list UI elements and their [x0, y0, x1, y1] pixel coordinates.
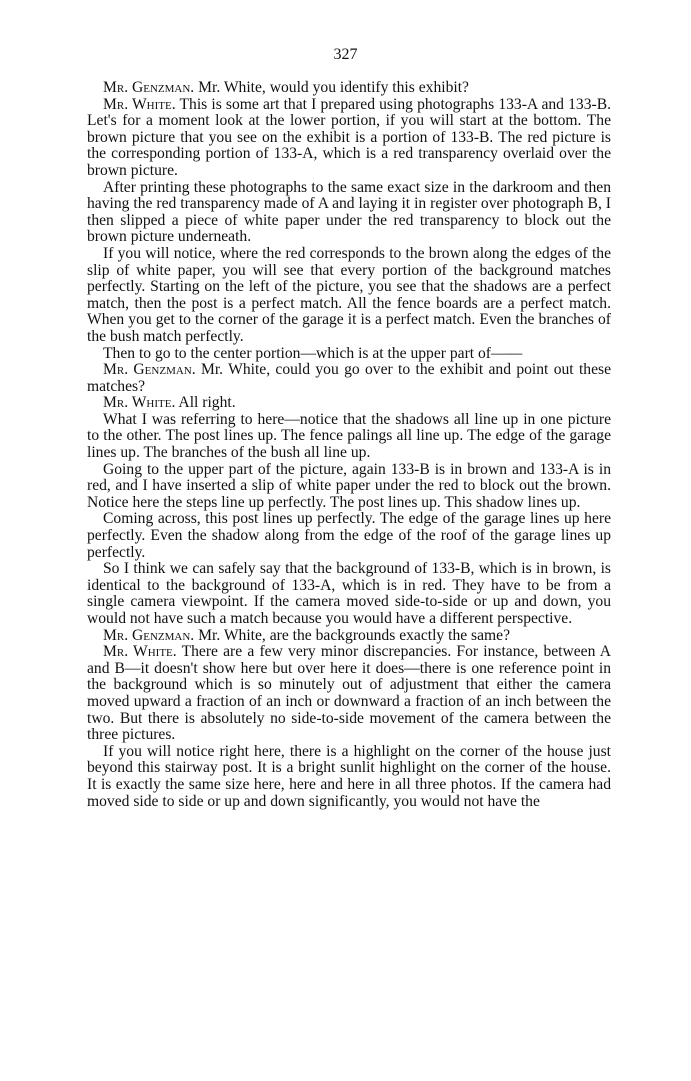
paragraph-text: After printing these photographs to the same exact size in the darkroom and then having the red transparency made of A and laying it in register over photograph B, I then slipped a piece of white paper under the red transparency to block out the brown picture underneath. — [87, 178, 611, 246]
paragraph-text: There are a few very minor discrepancies. For instance, between A and B—it doesn't show here but over here it does—there is one reference point in the background which is so minutely out of adjustment that either the camera moved upward a fraction of an inch or downward a fraction of an inch between the two. But there is absolutely no side-to-side movement of the camera between the three pictures. — [87, 643, 611, 744]
paragraph — [87, 561, 611, 627]
paragraph — [87, 744, 611, 810]
paragraph-text: This is some art that I prepared using photographs 133-A and 133-B. Let's for a moment look at the lower portion, if you will start at the bottom. The brown picture that you see on the exhibit is a portion of 133-B. The red picture is the corresponding portion of 133-A, which is a red transparency overlaid over the brown picture. — [87, 95, 611, 179]
paragraph — [87, 628, 611, 645]
page-number: 327 — [333, 46, 358, 63]
paragraph — [87, 80, 611, 97]
paragraph — [87, 395, 611, 412]
paragraph-text: So I think we can safely say that the background of 133-B, which is in brown, is identical to the background of 133-A, which is in red. They have to be from a single camera viewpoint. If the camera moved side-to-side or up and down, you would not have such a match because you would have a different perspective. — [87, 560, 611, 627]
paragraph — [87, 246, 611, 346]
paragraph-text: If you will notice right here, there is a highlight on the corner of the house just beyond this stairway post. It is a bright sunlit highlight on the corner of the house. It is exactly the same size here, here and here in all three photos. If the camera had moved side to side or up and down significantly, you would not have the — [87, 742, 611, 810]
paragraph — [87, 362, 611, 395]
paragraph — [87, 412, 611, 462]
paragraph — [87, 511, 611, 561]
paragraph-text: Coming across, this post lines up perfectly. The edge of the garage lines up here perfectly. Even the shadow along from the edge of the roof of the garage lines up perfectly. — [87, 510, 611, 561]
paragraph — [87, 180, 611, 246]
paragraph — [87, 462, 611, 512]
speaker-label: Mr. Genzman. — [103, 361, 196, 379]
paragraph-text: All right. — [175, 394, 236, 412]
paragraph — [87, 346, 611, 363]
speaker-label: Mr. White. — [103, 95, 176, 113]
paragraph-text: Mr. White, could you go over to the exhibit and point out these matches? — [87, 361, 611, 395]
paragraph-text: Mr. White, would you identify this exhibit? — [194, 79, 469, 96]
speaker-label: Mr. Genzman. — [103, 79, 195, 96]
paragraph — [87, 97, 611, 180]
body-text — [87, 80, 611, 810]
speaker-label: Mr. White. — [103, 643, 177, 661]
paragraph-text: If you will notice, where the red corresponds to the brown along the edges of the slip of white paper, you will see that every portion of the background matches perfectly. Starting on the left of the picture, you see that the shadows are a perfect match, then the post is a perfect match. All the fence boards are a perfect match. When you get to the corner of the garage it is a perfect match. Even the branches of the bush match perfectly. — [87, 244, 611, 345]
paragraph-text: Mr. White, are the backgrounds exactly the same? — [194, 626, 511, 644]
paragraph-text: Then to go to the center portion—which is at the upper part of—— — [103, 344, 523, 362]
speaker-label: Mr. White. — [103, 394, 176, 412]
paragraph-text: Going to the upper part of the picture, again 133-B is in brown and 133-A is in red, and I have inserted a slip of white paper under the red to block out the brown. Notice here the steps line up perfectly. The post lines up. This shadow lines up. — [87, 460, 611, 511]
speaker-label: Mr. Genzman. — [103, 626, 195, 644]
paragraph — [87, 644, 611, 744]
paragraph-text: What I was referring to here—notice that the shadows all line up in one picture to the other. The post lines up. The fence palings all line up. The edge of the garage lines up. The branches of the bush all line up. — [87, 410, 611, 462]
